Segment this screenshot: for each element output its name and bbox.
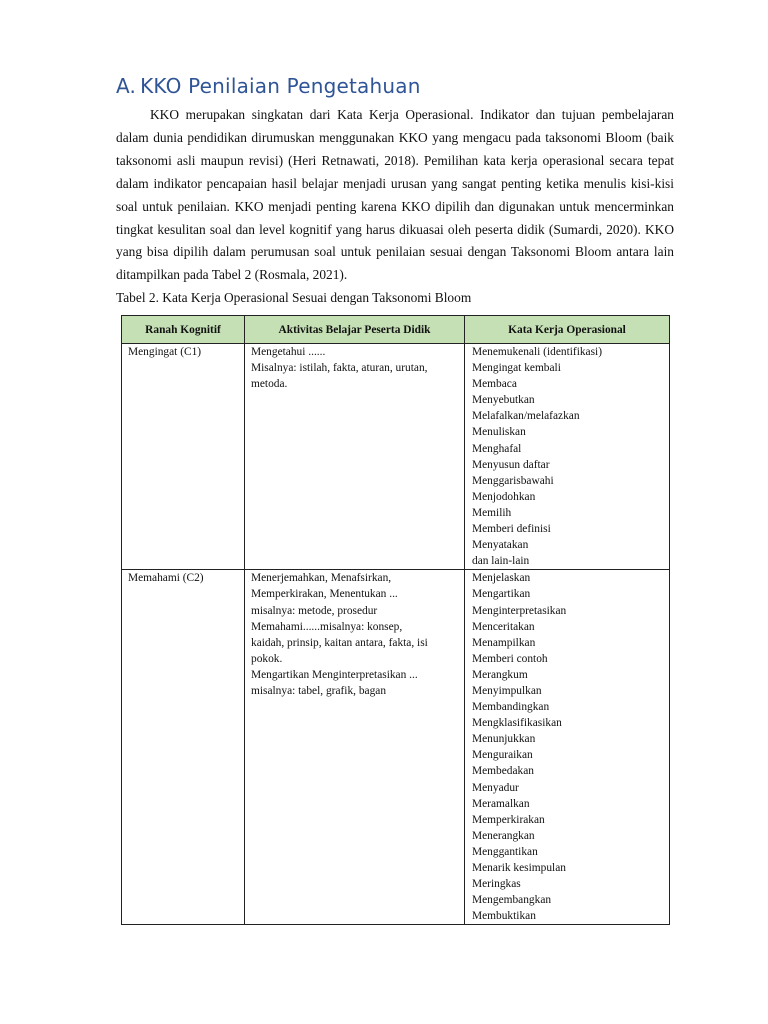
section-heading	[116, 74, 421, 98]
aktivitas-line: pokok.	[251, 652, 283, 665]
table-row	[122, 570, 670, 925]
kko-item: Mengingat kembali	[472, 362, 561, 375]
kko-item: Memperkirakan	[472, 813, 545, 826]
header-aktivitas-belajar: Aktivitas Belajar Peserta Didik	[245, 316, 465, 344]
kko-item: Menyadur	[472, 781, 519, 794]
ranah-label: Mengingat (C1)	[128, 346, 202, 358]
kko-item: Menyebutkan	[472, 394, 535, 407]
kko-item: Menyimpulkan	[472, 684, 542, 697]
kko-item: Memberi definisi	[472, 523, 551, 536]
body-paragraph: KKO merupakan singkatan dari Kata Kerja Operasional. Indikator dan tujuan pembelajaran dalam dunia pendidikan dirumuskan menggunakan KKO yang mengacu pada taksonomi Bloom (baik taksonomi asli maupun revisi) (Heri Retnawati, 2018). Pemilihan kata kerja operasional secara tepat dalam indikator pencapaian hasil belajar menjadi urusan yang sangat penting ketika menulis kisi-kisi soal untuk penilaian. KKO menjadi penting karena KKO dipilih dan digunakan untuk mencerminkan tingkat kesulitan soal dan level kognitif yang harus dikuasai oleh peserta didik (Sumardi, 2020). KKO yang bisa dipilih dalam perumusan soal untuk penilaian sesuai dengan Taksonomi Bloom antara lain ditampilkan pada Tabel 2 (Rosmala, 2021).	[116, 107, 674, 283]
kko-item: Menjelaskan	[472, 572, 531, 585]
ranah-cell	[122, 570, 245, 925]
kko-item: Menemukenali (identifikasi)	[472, 346, 603, 358]
aktivitas-line: Mengetahui ......	[251, 346, 326, 358]
kko-item: Menjodohkan	[472, 490, 536, 503]
kko-item: Menyusun daftar	[472, 458, 550, 471]
kko-item: Menampilkan	[472, 636, 536, 649]
kko-item: Menginterpretasikan	[472, 604, 567, 617]
kko-item: Mengartikan	[472, 588, 531, 601]
ranah-label: Memahami (C2)	[128, 572, 204, 585]
kko-item: Menghafal	[472, 442, 522, 455]
kko-item: Membaca	[472, 378, 517, 391]
section-title: KKO Penilaian Pengetahuan	[140, 74, 421, 98]
kko-cell	[465, 344, 670, 570]
aktivitas-cell	[245, 344, 465, 570]
aktivitas-line: misalnya: tabel, grafik, bagan	[251, 684, 387, 697]
aktivitas-line: Misalnya: istilah, fakta, aturan, urutan,	[251, 362, 428, 375]
kko-item: dan lain-lain	[472, 555, 530, 568]
aktivitas-line: Menerjemahkan, Menafsirkan,	[251, 572, 392, 585]
kko-item: Meramalkan	[472, 797, 530, 810]
kko-item: Memilih	[472, 506, 512, 519]
aktivitas-line: metoda.	[251, 378, 288, 391]
table-header-row	[122, 316, 670, 344]
kko-item: Membuktikan	[472, 910, 536, 923]
aktivitas-cell	[245, 570, 465, 925]
section-number: A.	[116, 74, 137, 98]
kko-item: Menyatakan	[472, 539, 529, 552]
kko-item: Menggantikan	[472, 845, 538, 858]
header-ranah-kognitif: Ranah Kognitif	[122, 316, 245, 344]
table-row	[122, 344, 670, 570]
table-caption: Tabel 2. Kata Kerja Operasional Sesuai dengan Taksonomi Bloom	[116, 290, 472, 305]
kko-item: Membedakan	[472, 765, 534, 778]
kko-item: Menceritakan	[472, 620, 535, 633]
kko-item: Menguraikan	[472, 749, 533, 762]
kko-cell	[465, 570, 670, 925]
kko-item: Menunjukkan	[472, 733, 536, 746]
kko-item: Merangkum	[472, 668, 528, 681]
kko-item: Mengembangkan	[472, 894, 552, 907]
kko-item: Membandingkan	[472, 701, 550, 714]
kko-item: Meringkas	[472, 878, 521, 891]
aktivitas-line: misalnya: metode, prosedur	[251, 604, 378, 617]
kko-item: Menuliskan	[472, 426, 526, 439]
kko-item: Menerangkan	[472, 829, 535, 842]
aktivitas-line: Memperkirakan, Menentukan ...	[251, 588, 398, 601]
aktivitas-line: Memahami......misalnya: konsep,	[251, 620, 403, 633]
kko-item: Melafalkan/melafazkan	[472, 410, 580, 423]
kko-item: Mengklasifikasikan	[472, 717, 562, 730]
ranah-cell	[122, 344, 245, 570]
kko-item: Menggarisbawahi	[472, 474, 554, 487]
header-kata-kerja-operasional: Kata Kerja Operasional	[465, 316, 670, 344]
kko-item: Menarik kesimpulan	[472, 862, 566, 874]
kko-table	[121, 315, 670, 925]
aktivitas-line: Mengartikan Menginterpretasikan ...	[251, 668, 418, 681]
kko-item: Memberi contoh	[472, 652, 548, 665]
aktivitas-line: kaidah, prinsip, kaitan antara, fakta, isi	[251, 636, 428, 649]
